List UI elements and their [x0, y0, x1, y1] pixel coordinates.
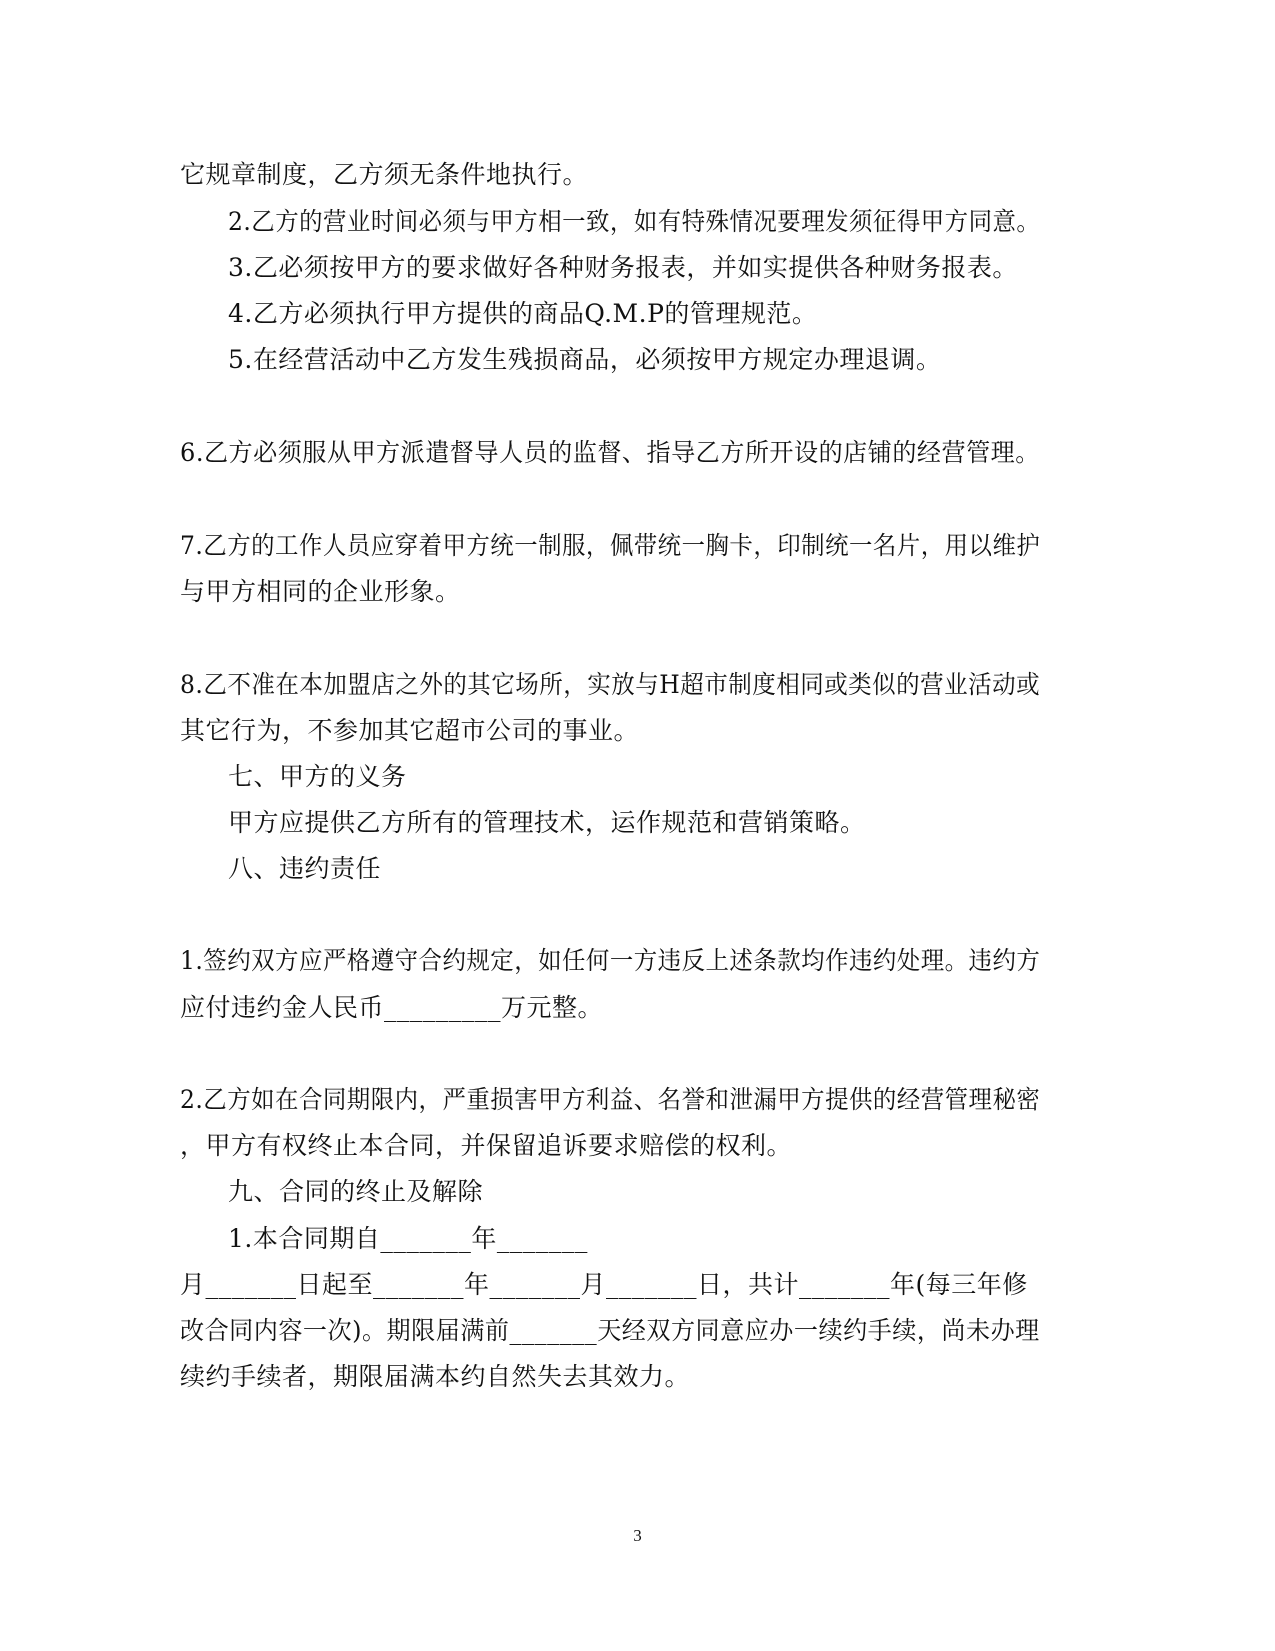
text-line: 1.本合同期自_______年_______	[228, 1224, 588, 1253]
text-line: 8.乙不准在本加盟店之外的其它场所，实放与H超市制度相同或类似的营业活动或	[180, 670, 1041, 699]
text-line: 月_______日起至_______年_______月_______日，共计_______年(每三年修	[180, 1270, 1028, 1299]
text-line: 它规章制度，乙方须无条件地执行。	[180, 160, 589, 189]
section-heading: 七、甲方的义务	[228, 762, 407, 791]
text-line: 与甲方相同的企业形象。	[180, 577, 461, 606]
text-line: 1.签约双方应严格遵守合约规定，如任何一方违反上述条款均作违约处理。违约方	[180, 946, 1041, 975]
text-line: ，甲方有权终止本合同，并保留追诉要求赔偿的权利。	[180, 1131, 793, 1160]
section-heading: 九、合同的终止及解除	[228, 1177, 484, 1206]
text-line: 7.乙方的工作人员应穿着甲方统一制服，佩带统一胸卡，印制统一名片，用以维护	[180, 531, 1041, 560]
text-line: 4.乙方必须执行甲方提供的商品Q.M.P的管理规范。	[228, 299, 818, 328]
text-line: 2.乙方的营业时间必须与甲方相一致，如有特殊情况要理发须征得甲方同意。	[228, 207, 1041, 236]
section-heading: 八、违约责任	[228, 854, 382, 883]
text-line: 2.乙方如在合同期限内，严重损害甲方利益、名誉和泄漏甲方提供的经营管理秘密	[180, 1085, 1041, 1114]
text-line: 6.乙方必须服从甲方派遣督导人员的监督、指导乙方所开设的店铺的经营管理。	[180, 438, 1040, 467]
text-line: 3.乙必须按甲方的要求做好各种财务报表，并如实提供各种财务报表。	[228, 253, 1018, 282]
text-line: 改合同内容一次)。期限届满前_______天经双方同意应办一续约手续，尚未办理	[180, 1316, 1040, 1345]
text-line: 续约手续者，期限届满本约自然失去其效力。	[180, 1362, 691, 1391]
text-line: 应付违约金人民币_________万元整。	[180, 993, 604, 1022]
text-line: 甲方应提供乙方所有的管理技术，运作规范和营销策略。	[228, 808, 866, 837]
text-line: 5.在经营活动中乙方发生残损商品，必须按甲方规定办理退调。	[228, 345, 942, 374]
text-line: 其它行为，不参加其它超市公司的事业。	[180, 716, 640, 745]
page-number: 3	[633, 1526, 642, 1545]
